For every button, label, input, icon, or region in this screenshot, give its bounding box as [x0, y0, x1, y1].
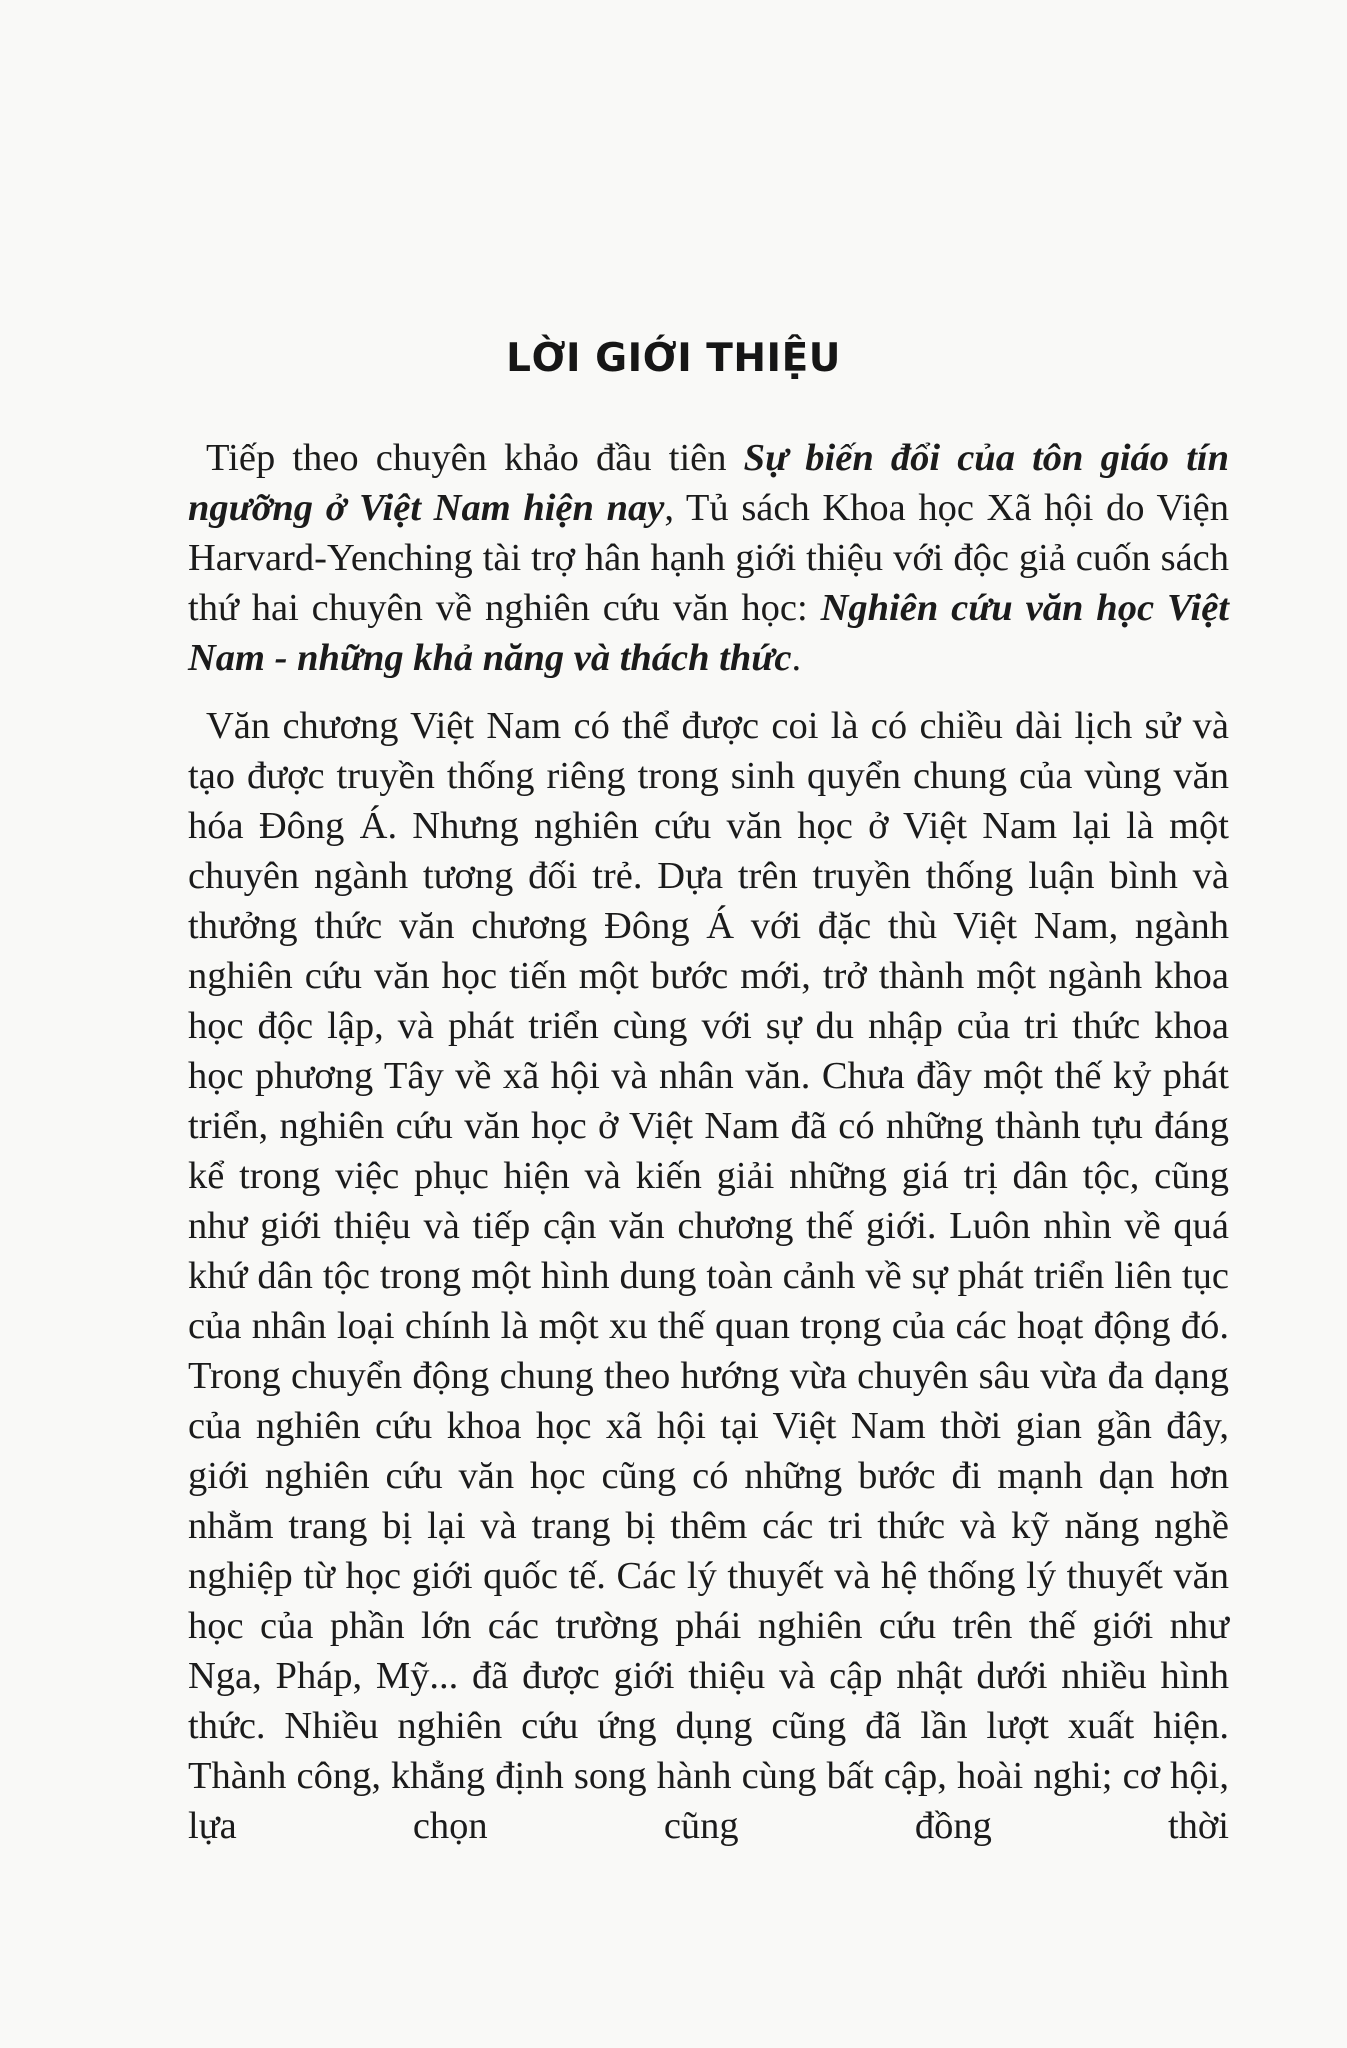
body-text	[188, 433, 1229, 1869]
book-title-1: Sự biến đổi của tôn giáo tín ngưỡng ở Việt Nam hiện nay	[188, 437, 1229, 529]
paragraph-1-middle: , Tủ sách Khoa học Xã hội do Viện Harvard-Yenching tài trợ hân hạnh giới thiệu với độc giả cuốn sách thứ hai chuyên về nghiên cứu văn học:	[188, 487, 1229, 629]
paragraph-2: Văn chương Việt Nam có thể được coi là có chiều dài lịch sử và tạo được truyền thống riêng trong sinh quyển chung của vùng văn hóa Đông Á. Nhưng nghiên cứu văn học ở Việt Nam lại là một chuyên ngành tương đối trẻ. Dựa trên truyền thống luận bình và thưởng thức văn chương Đông Á với đặc thù Việt Nam, ngành nghiên cứu văn học tiến một bước mới, trở thành một ngành khoa học độc lập, và phát triển cùng với sự du nhập của tri thức khoa học phương Tây về xã hội và nhân văn. Chưa đầy một thế kỷ phát triển, nghiên cứu văn học ở Việt Nam đã có những thành tựu đáng kể trong việc phục hiện và kiến giải những giá trị dân tộc, cũng như giới thiệu và tiếp cận văn chương thế giới. Luôn nhìn về quá khứ dân tộc trong một hình dung toàn cảnh về sự phát triển liên tục của nhân loại chính là một xu thế quan trọng của các hoạt động đó. Trong chuyển động chung theo hướng vừa chuyên sâu vừa đa dạng của nghiên cứu khoa học xã hội tại Việt Nam thời gian gần đây, giới nghiên cứu văn học cũng có những bước đi mạnh dạn hơn nhằm trang bị lại và trang bị thêm các tri thức và kỹ năng nghề nghiệp từ học giới quốc tế. Các lý thuyết và hệ thống lý thuyết văn học của phần lớn các trường phái nghiên cứu trên thế giới như Nga, Pháp, Mỹ... đã được giới thiệu và cập nhật dưới nhiều hình thức. Nhiều nghiên cứu ứng dụng cũng đã lần lượt xuất hiện. Thành công, khẳng định song hành cùng bất cập, hoài nghi; cơ hội, lựa chọn cũng đồng thời	[188, 705, 1229, 1847]
book-title-2: Nghiên cứu văn học Việt Nam - những khả năng và thách thức	[188, 587, 1229, 679]
page-title: LỜI GIỚI THIỆU	[506, 336, 841, 381]
paragraph-1-end: .	[791, 637, 802, 679]
paragraph-1	[188, 433, 1229, 683]
paragraph-1-intro: Tiếp theo chuyên khảo đầu tiên	[206, 437, 744, 479]
